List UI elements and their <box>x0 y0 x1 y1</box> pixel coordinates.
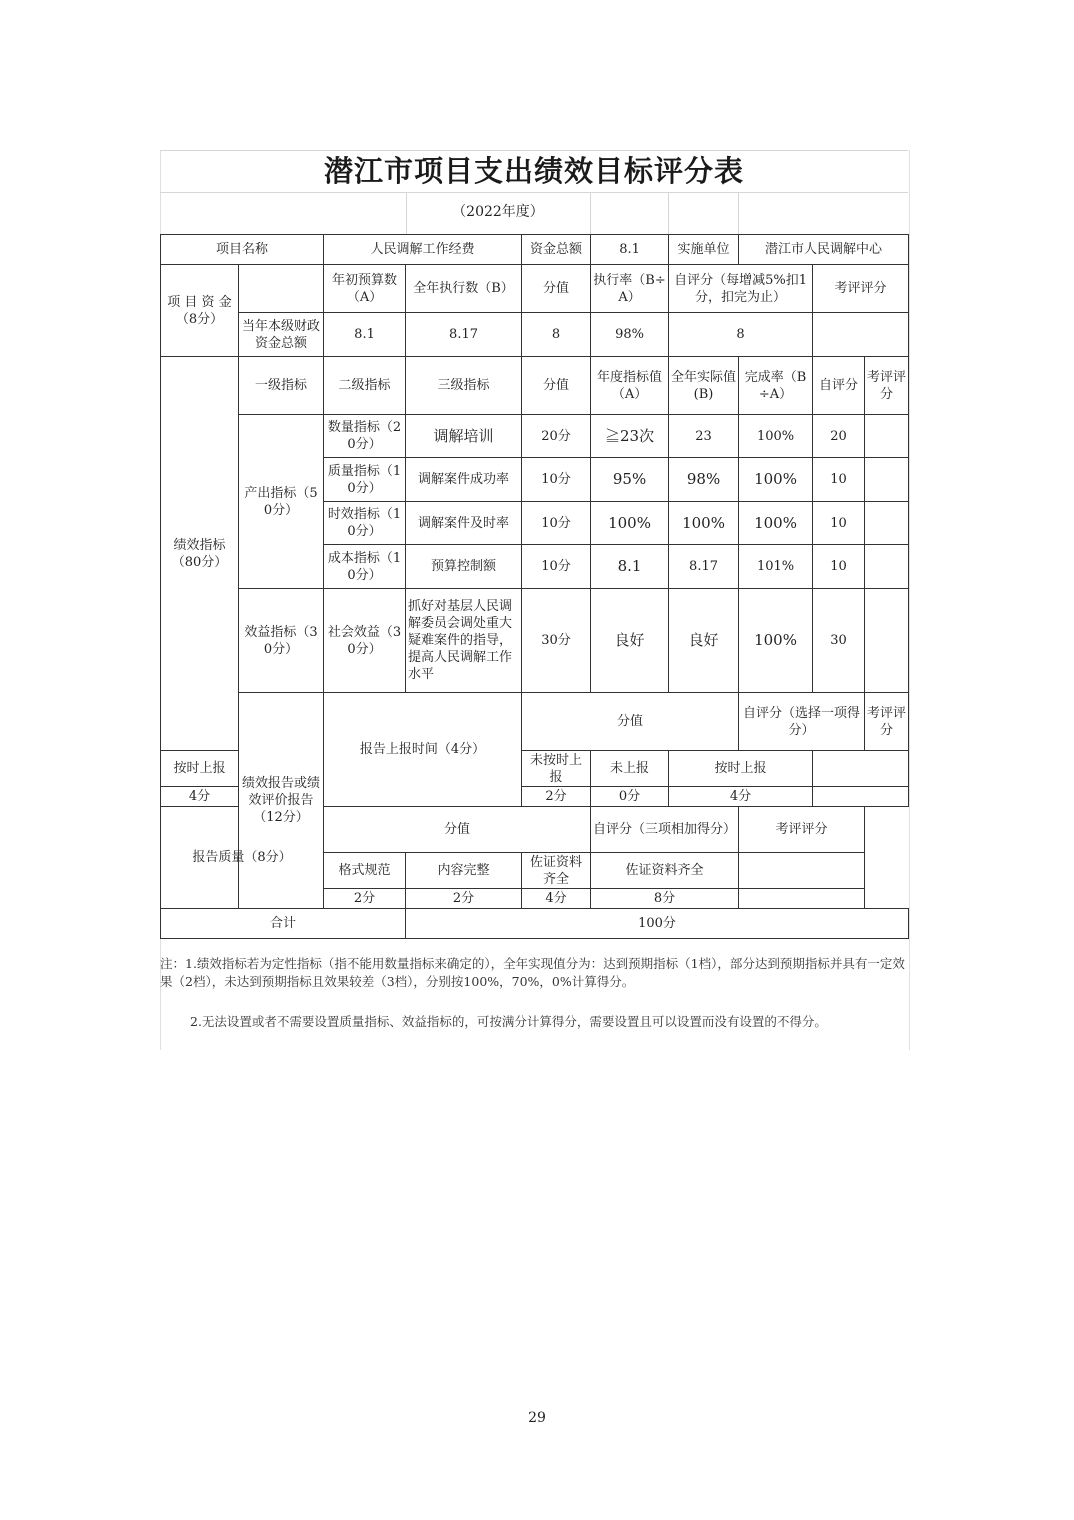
target-cell: 95% <box>591 458 669 502</box>
unit-label: 实施单位 <box>669 235 739 265</box>
level2-cell: 时效指标（10分） <box>324 502 406 545</box>
completion-cell: 100% <box>739 502 813 545</box>
project-name-label: 项目名称 <box>161 235 324 265</box>
actual-cell: 100% <box>669 502 739 545</box>
page-number: 29 <box>528 1410 546 1426</box>
score-cell: 10分 <box>522 502 591 545</box>
note-1: 注：1.绩效指标若为定性指标（指不能用数量指标来确定的），全年实现值分为：达到预期指标（1档），部分达到预期指标并具有一定效果（2档），未达到预期指标且效果较差（3档），分别按100%，70%，0%计算得分。 <box>160 956 905 989</box>
page-title: 潜江市项目支出绩效目标评分表 <box>323 154 744 188</box>
exec-value: 8.17 <box>406 313 522 357</box>
target-cell: 100% <box>591 502 669 545</box>
table-row <box>161 589 909 693</box>
self-cell: 10 <box>813 458 865 502</box>
report-quality-review-header: 考评评分 <box>739 807 865 853</box>
none-points: 0分 <box>591 787 669 807</box>
level3-cell: 预算控制额 <box>406 545 522 589</box>
actual-cell: 良好 <box>669 589 739 693</box>
target-header: 年度指标值（A） <box>591 357 669 415</box>
level3-header: 三级指标 <box>406 357 522 415</box>
note-2: 2.无法设置或者不需要设置质量指标、效益指标的，可按满分计算得分，需要设置且可以设置而没有设置的不得分。 <box>190 1014 827 1029</box>
review-score-value <box>813 313 909 357</box>
budget-header: 年初预算数（A） <box>324 265 406 313</box>
funds-header-row <box>161 265 909 313</box>
project-row <box>161 235 909 265</box>
report-quality-self: 佐证资料齐全 <box>591 853 739 889</box>
report-quality-label: 报告质量（8分） <box>161 807 324 909</box>
total-fund-value: 8.1 <box>591 235 669 265</box>
self-cell: 30 <box>813 589 865 693</box>
report-label: 绩效报告或绩效评价报告（12分） <box>239 693 324 909</box>
funds-blank-cell <box>239 265 324 313</box>
actual-cell: 23 <box>669 415 739 458</box>
budget-value: 8.1 <box>324 313 406 357</box>
evidence-points: 4分 <box>522 889 591 909</box>
target-cell: 8.1 <box>591 545 669 589</box>
level1-header: 一级指标 <box>239 357 324 415</box>
perf-review-header: 考评评分 <box>865 357 909 415</box>
review-cell <box>865 545 909 589</box>
actual-cell: 8.17 <box>669 545 739 589</box>
level3-cell: 抓好对基层人民调解委员会调处重大疑难案件的指导，提高人民调解工作水平 <box>406 589 522 693</box>
sheet-header <box>160 150 908 234</box>
late-option: 未按时上报 <box>522 751 591 787</box>
late-points: 2分 <box>522 787 591 807</box>
grid-line <box>738 192 739 234</box>
perf-self-header: 自评分 <box>813 357 865 415</box>
completion-cell: 100% <box>739 458 813 502</box>
funds-row-label: 当年本级财政资金总额 <box>239 313 324 357</box>
actual-cell: 98% <box>669 458 739 502</box>
report-quality-self-points: 8分 <box>591 889 739 909</box>
ontime-points: 4分 <box>161 787 239 807</box>
report-time-label: 报告上报时间（4分） <box>324 693 522 807</box>
self-cell: 10 <box>813 545 865 589</box>
grid-line <box>590 192 591 234</box>
report-time-review <box>813 751 909 787</box>
total-value: 100分 <box>406 909 909 939</box>
level3-cell: 调解案件成功率 <box>406 458 522 502</box>
funds-value-row <box>161 313 909 357</box>
report-quality-review-points <box>739 889 865 909</box>
report-time-self-header: 自评分（选择一项得分） <box>739 693 865 751</box>
format-option: 格式规范 <box>324 853 406 889</box>
benefit-label: 效益指标（30分） <box>239 589 324 693</box>
none-option: 未上报 <box>591 751 669 787</box>
self-cell: 20 <box>813 415 865 458</box>
content-points: 2分 <box>406 889 522 909</box>
completion-cell: 100% <box>739 589 813 693</box>
review-cell <box>865 458 909 502</box>
report-time-review-header: 考评评分 <box>865 693 909 751</box>
output-label: 产出指标（50分） <box>239 415 324 589</box>
funds-label: 项 目 资 金（8分） <box>161 265 239 357</box>
unit-value: 潜江市人民调解中心 <box>739 235 909 265</box>
completion-header: 完成率（B÷A） <box>739 357 813 415</box>
target-cell: ≧23次 <box>591 415 669 458</box>
report-quality-review <box>739 853 865 889</box>
review-score-header: 考评评分 <box>813 265 909 313</box>
level2-header: 二级指标 <box>324 357 406 415</box>
report-quality-self-header: 自评分（三项相加得分） <box>591 807 739 853</box>
total-row <box>161 909 909 939</box>
review-cell <box>865 415 909 458</box>
review-cell <box>865 502 909 545</box>
year-label: （2022年度） <box>452 204 544 220</box>
total-label: 合计 <box>161 909 406 939</box>
completion-cell: 100% <box>739 415 813 458</box>
rate-header: 执行率（B÷A） <box>591 265 669 313</box>
score-cell: 10分 <box>522 545 591 589</box>
level2-cell: 数量指标（20分） <box>324 415 406 458</box>
total-fund-label: 资金总额 <box>522 235 591 265</box>
report-time-self-points: 4分 <box>669 787 813 807</box>
score-value: 8 <box>522 313 591 357</box>
score-cell: 30分 <box>522 589 591 693</box>
report-time-value-header: 分值 <box>522 693 739 751</box>
format-points: 2分 <box>324 889 406 909</box>
exec-header: 全年执行数（B） <box>406 265 522 313</box>
ontime-option: 按时上报 <box>161 751 239 787</box>
level3-cell: 调解案件及时率 <box>406 502 522 545</box>
score-header: 分值 <box>522 265 591 313</box>
report-quality-value-header: 分值 <box>324 807 591 853</box>
perf-label: 绩效指标（80分） <box>161 357 239 751</box>
score-cell: 20分 <box>522 415 591 458</box>
level2-cell: 成本指标（10分） <box>324 545 406 589</box>
actual-header: 全年实际值(B) <box>669 357 739 415</box>
target-cell: 良好 <box>591 589 669 693</box>
report-time-header-row <box>161 693 909 751</box>
perf-header-row <box>161 357 909 415</box>
content-option: 内容完整 <box>406 853 522 889</box>
evidence-option: 佐证资料齐全 <box>522 853 591 889</box>
rate-value: 98% <box>591 313 669 357</box>
grid-line <box>668 192 669 234</box>
project-name-value: 人民调解工作经费 <box>324 235 522 265</box>
level3-cell: 调解培训 <box>406 415 522 458</box>
level2-cell: 社会效益（30分） <box>324 589 406 693</box>
completion-cell: 101% <box>739 545 813 589</box>
self-score-value: 8 <box>669 313 813 357</box>
perf-score-header: 分值 <box>522 357 591 415</box>
score-table <box>160 234 909 939</box>
review-cell <box>865 589 909 693</box>
report-time-self: 按时上报 <box>669 751 813 787</box>
table-row <box>161 415 909 458</box>
report-time-review-points <box>813 787 909 807</box>
score-cell: 10分 <box>522 458 591 502</box>
self-cell: 10 <box>813 502 865 545</box>
self-score-header: 自评分（每增减5%扣1分，扣完为止） <box>669 265 813 313</box>
level2-cell: 质量指标（10分） <box>324 458 406 502</box>
score-sheet <box>160 150 908 939</box>
